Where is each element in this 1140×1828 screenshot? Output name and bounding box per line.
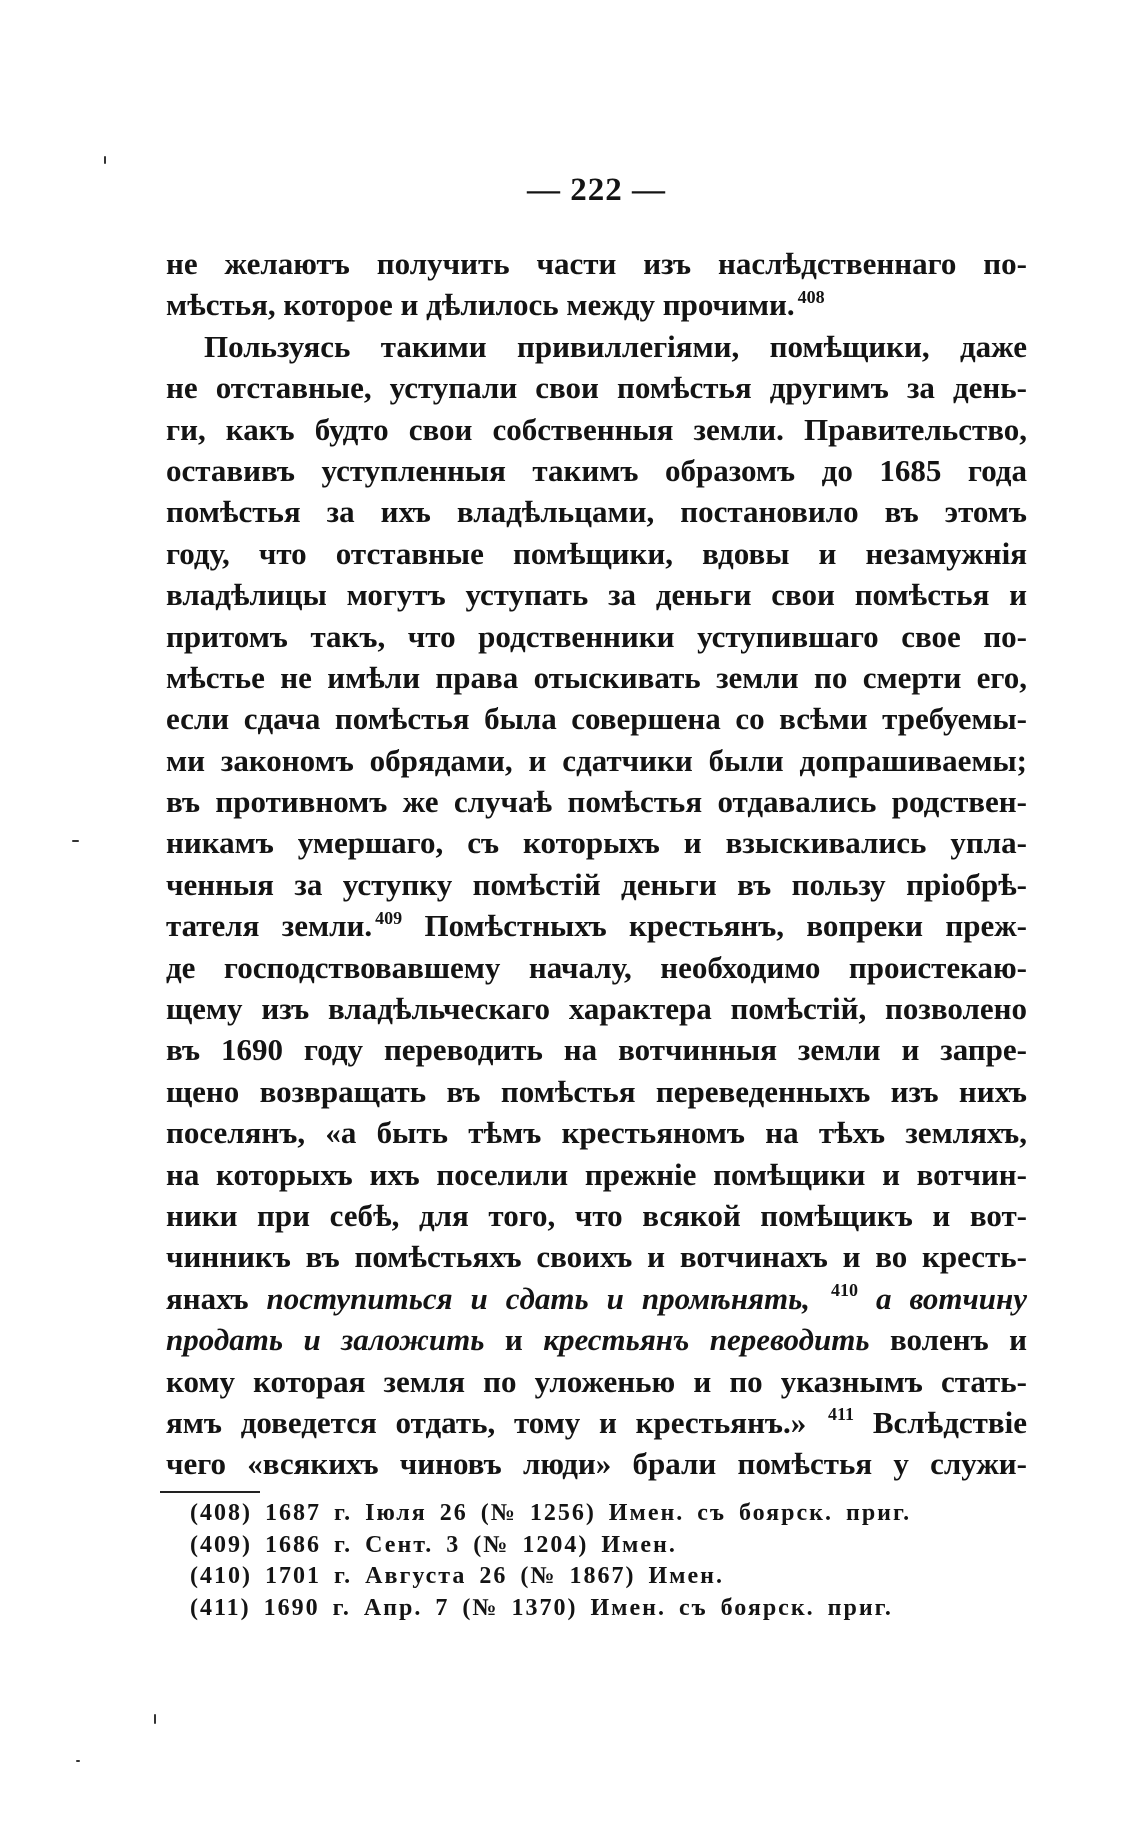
- text-line: [166, 740, 1027, 781]
- text-run: не желаютъ получить части изъ наслѣдственнаго по-: [166, 246, 1027, 281]
- footnote-ref: 411: [828, 1404, 855, 1425]
- text-line: [166, 574, 1027, 615]
- text-run: году, что отставные помѣщики, вдовы и незамужнія: [166, 535, 1027, 571]
- text-run: янахъ: [166, 1280, 249, 1316]
- text-line: [166, 822, 1027, 863]
- text-run: щено возвращать въ помѣстья переведенныхъ изъ нихъ: [166, 1073, 1027, 1109]
- scan-speck: [76, 1760, 80, 1762]
- text-run: если сдача помѣстья была совершена со всѣми требуемы-: [166, 701, 1027, 737]
- text-run: воленъ и: [889, 1322, 1028, 1358]
- text-line: [166, 326, 1027, 367]
- text-run: щему изъ владѣльческаго характера помѣстій, позволено: [166, 991, 1027, 1027]
- text-line: [166, 1361, 1027, 1402]
- footnotes: [190, 1498, 1050, 1625]
- text-line: [166, 533, 1027, 574]
- text-line: [166, 1112, 1027, 1153]
- text-line: [166, 409, 1027, 450]
- text-line: [166, 864, 1027, 905]
- text-run: помѣстья за ихъ владѣльцами, постановило въ этомъ: [166, 494, 1027, 530]
- text-run: не отставные, уступали свои помѣстья другимъ за день-: [166, 370, 1027, 406]
- text-line: [166, 284, 1027, 325]
- text-line: [166, 616, 1027, 657]
- scan-speck: [104, 156, 106, 164]
- text-line: [166, 1154, 1027, 1195]
- text-run: ми закономъ обрядами, и сдатчики были допрашиваемы;: [166, 742, 1027, 778]
- text-line: [166, 1443, 1027, 1484]
- text-run: тателя земли.: [166, 908, 373, 944]
- text-run: на которыхъ ихъ поселили прежніе помѣщики и вотчин-: [166, 1156, 1027, 1192]
- text-line: [166, 1029, 1027, 1070]
- italic-run: крестьянъ переводить: [543, 1322, 870, 1358]
- text-run: чего «всякихъ чиновъ люди» брали помѣстья у служи-: [166, 1446, 1027, 1482]
- text-line: [166, 1236, 1027, 1277]
- italic-run: продать и заложить: [166, 1322, 485, 1358]
- footnote: (409) 1686 г. Сент. 3 (№ 1204) Имен.: [190, 1531, 677, 1558]
- text-run: ямъ доведется отдать, тому и крестьянъ.»: [166, 1404, 807, 1440]
- text-run: ги, какъ будто свои собственныя земли. Правительство,: [166, 411, 1027, 447]
- text-run: мѣстья, которое и дѣлилось между прочими.: [166, 287, 795, 323]
- text-line: [166, 947, 1027, 988]
- footnote: (410) 1701 г. Августа 26 (№ 1867) Имен.: [190, 1563, 724, 1590]
- text-line: [166, 1402, 1027, 1443]
- text-run: и: [504, 1322, 523, 1358]
- text-run: де господствовавшему началу, необходимо проистекаю-: [166, 949, 1027, 985]
- text-run: оставивъ уступленныя такимъ образомъ до 1685 года: [166, 452, 1027, 488]
- text-run: чинникъ въ помѣстьяхъ своихъ и вотчинахъ и во кресть-: [166, 1239, 1027, 1275]
- body-text: [166, 243, 1027, 1485]
- text-run: Помѣстныхъ крестьянъ, вопреки преж-: [424, 908, 1027, 944]
- text-run: мѣстье не имѣли права отыскивать земли по смерти его,: [166, 659, 1027, 695]
- text-run: никамъ умершаго, съ которыхъ и взыскивались упла-: [166, 825, 1027, 861]
- text-run: поселянъ, «а быть тѣмъ крестьяномъ на тѣхъ земляхъ,: [166, 1115, 1027, 1151]
- text-run: кому которая земля по уложенью и по указнымъ стать-: [166, 1363, 1027, 1399]
- scan-speck: [154, 1714, 156, 1724]
- text-line: [166, 367, 1027, 408]
- text-line: [166, 1195, 1027, 1236]
- footnote-ref: 410: [831, 1280, 859, 1301]
- text-line: [166, 491, 1027, 532]
- italic-run: поступиться и сдать и промѣнять,: [266, 1280, 811, 1316]
- scan-speck: [72, 840, 79, 842]
- text-line: [166, 1278, 1027, 1319]
- text-line: [166, 698, 1027, 739]
- text-line: [166, 657, 1027, 698]
- text-line: [166, 781, 1027, 822]
- text-line: [166, 1071, 1027, 1112]
- footnote-ref: 409: [375, 907, 403, 928]
- footnote-ref: 408: [797, 286, 825, 307]
- page-number: — 222 —: [527, 172, 666, 208]
- text-run: въ противномъ же случаѣ помѣстья отдавались родствен-: [166, 784, 1027, 820]
- text-run: притомъ такъ, что родственники уступившаго свое по-: [166, 618, 1027, 654]
- footnote: (411) 1690 г. Апр. 7 (№ 1370) Имен. съ боярск. приг.: [190, 1595, 893, 1622]
- footnote-rule: [160, 1491, 260, 1493]
- text-line: [166, 905, 1027, 946]
- italic-run: а вотчину: [875, 1280, 1027, 1316]
- text-line: [166, 988, 1027, 1029]
- text-line: [166, 450, 1027, 491]
- text-run: ники при себѣ, для того, что всякой помѣщикъ и вот-: [166, 1197, 1027, 1233]
- text-line: [166, 1319, 1027, 1360]
- text-run: Вслѣдствіе: [872, 1404, 1028, 1440]
- text-run: въ 1690 году переводить на вотчинныя земли и запре-: [166, 1032, 1027, 1068]
- text-run: ченныя за уступку помѣстій деньги въ пользу пріобрѣ-: [166, 866, 1027, 902]
- text-run: владѣлицы могутъ уступать за деньги свои помѣстья и: [166, 577, 1027, 613]
- footnote: (408) 1687 г. Іюля 26 (№ 1256) Имен. съ боярск. приг.: [190, 1500, 912, 1526]
- text-run: Пользуясь такими привиллегіями, помѣщики, даже: [204, 328, 1027, 364]
- text-line: [166, 243, 1027, 284]
